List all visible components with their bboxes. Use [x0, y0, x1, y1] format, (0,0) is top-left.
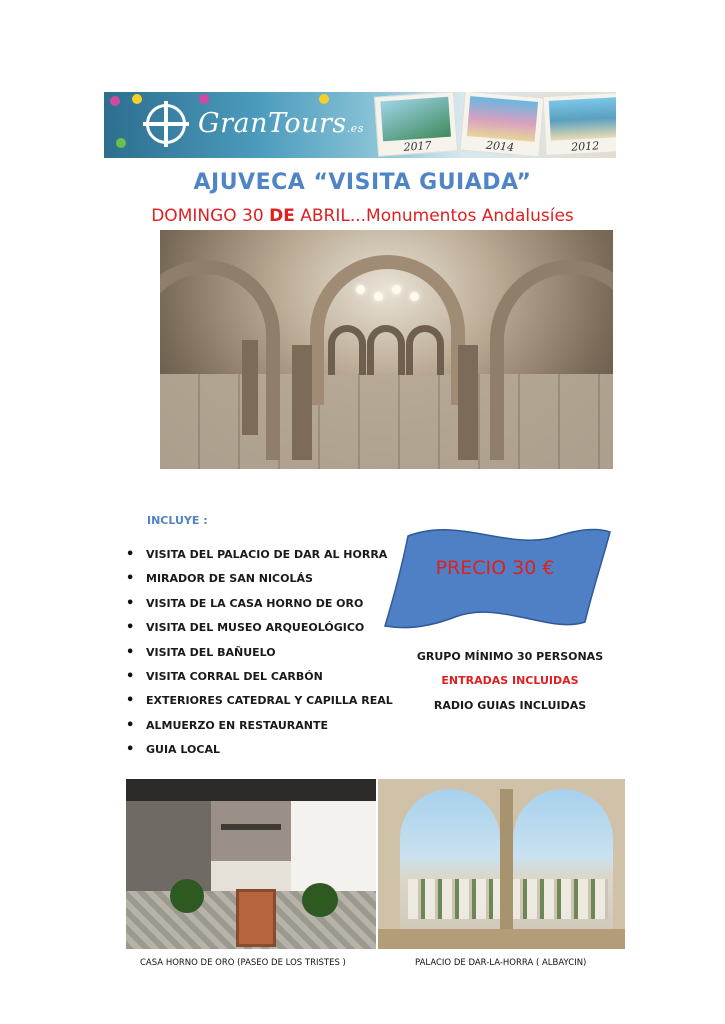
- pin-icon: [319, 94, 329, 104]
- pin-icon: [116, 138, 126, 148]
- tickets-included-note: ENTRADAS INCLUIDAS: [441, 674, 579, 687]
- page-title: AJUVECA “VISITA GUIADA”: [193, 170, 532, 195]
- includes-list: [126, 548, 393, 768]
- list-item: • VISITA DEL PALACIO DE DAR AL HORRA: [126, 548, 393, 572]
- list-item: • VISITA DE LA CASA HORNO DE ORO: [126, 597, 393, 621]
- pin-icon: [132, 94, 142, 104]
- header-banner: [104, 92, 616, 158]
- list-item: • VISITA DEL BAÑUELO: [126, 646, 393, 670]
- list-item: • VISITA CORRAL DEL CARBÓN: [126, 670, 393, 694]
- list-item: • ALMUERZO EN RESTAURANTE: [126, 719, 393, 743]
- includes-heading: INCLUYE :: [147, 514, 208, 527]
- travel-photo: 2014: [460, 92, 545, 157]
- caption-left: CASA HORNO DE ORO (PASEO DE LOS TRISTES ): [140, 958, 346, 968]
- brand-logo: GranTours.es: [198, 108, 364, 139]
- group-minimum-note: GRUPO MÍNIMO 30 PERSONAS: [416, 650, 604, 663]
- pin-icon: [110, 96, 120, 106]
- list-item: • GUIA LOCAL: [126, 743, 393, 767]
- list-item: • VISITA DEL MUSEO ARQUEOLÓGICO: [126, 621, 393, 645]
- caption-right: PALACIO DE DAR-LA-HORRA ( ALBAYCIN): [415, 958, 587, 968]
- event-date-subtitle: DOMINGO 30 DE ABRIL...Monumentos Andalusíes: [151, 206, 574, 226]
- photo-palacio-dar-al-horra: [378, 779, 625, 949]
- pin-icon: [199, 94, 209, 104]
- compass-logo-icon: [146, 104, 186, 144]
- travel-photo: 2017: [374, 92, 458, 157]
- photo-casa-horno-de-oro: [126, 779, 376, 949]
- price-label: PRECIO 30 €: [435, 557, 555, 579]
- travel-photo: 2012: [542, 92, 616, 156]
- hero-photo-banuelo: [160, 230, 613, 469]
- list-item: • MIRADOR DE SAN NICOLÁS: [126, 572, 393, 596]
- radio-guides-note: RADIO GUIAS INCLUIDAS: [433, 699, 587, 712]
- list-item: • EXTERIORES CATEDRAL Y CAPILLA REAL: [126, 694, 393, 718]
